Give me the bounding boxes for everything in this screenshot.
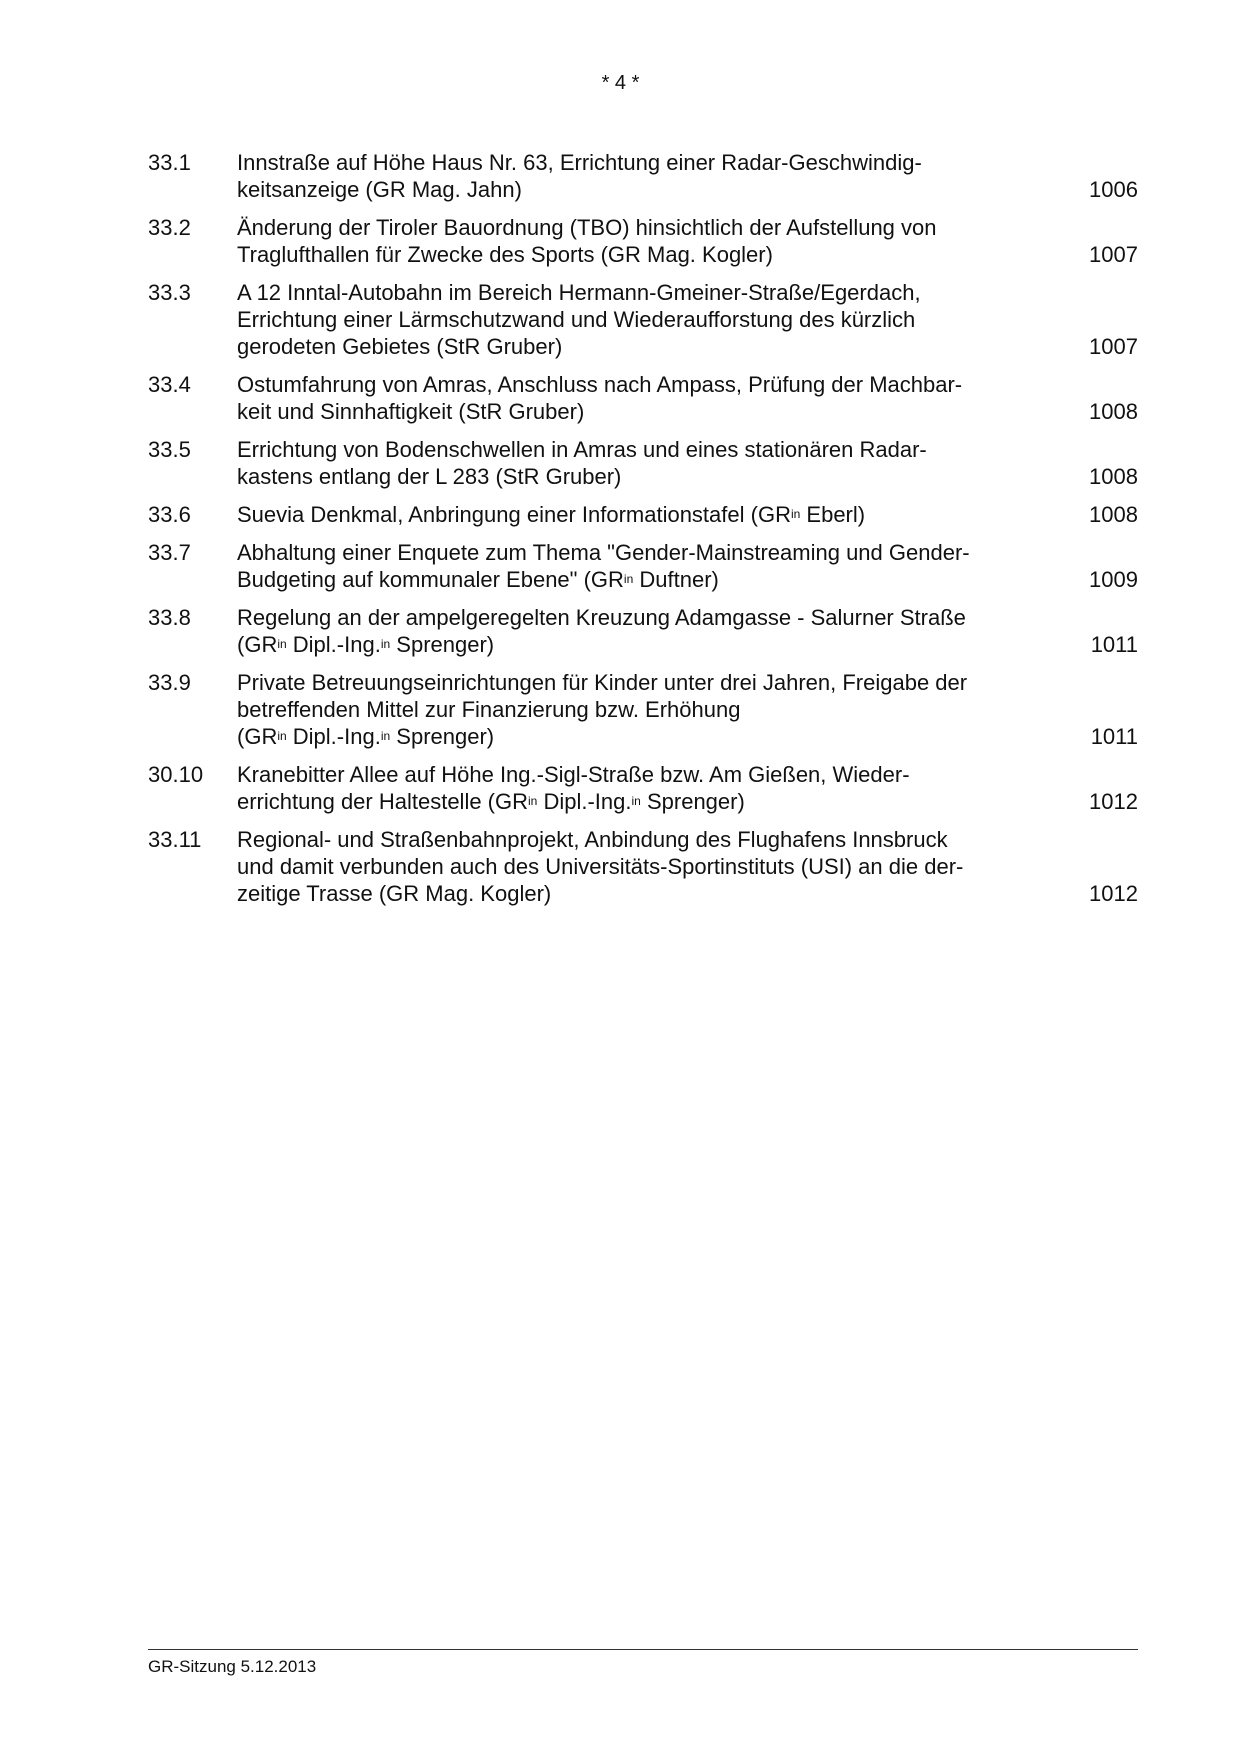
toc-entry (148, 761, 1138, 815)
superscript-text: in (631, 794, 641, 808)
toc-entry-title (237, 669, 1048, 750)
text-segment: Errichtung von Bodenschwellen in Amras und eines stationären Radar- (237, 437, 927, 462)
text-segment: Traglufthallen für Zwecke des Sports (GR Mag. Kogler) (237, 242, 773, 267)
text-segment: Abhaltung einer Enquete zum Thema "Gender-Mainstreaming und Gender- (237, 540, 970, 565)
toc-entry-page: 1007 (1089, 242, 1138, 267)
toc-entry (148, 149, 1138, 203)
text-segment: Ostumfahrung von Amras, Anschluss nach Ampass, Prüfung der Machbar- (237, 372, 963, 397)
text-segment: (GR (237, 632, 278, 657)
toc-entry-line (237, 788, 1048, 815)
text-segment: Änderung der Tiroler Bauordnung (TBO) hinsichtlich der Aufstellung von (237, 215, 937, 240)
toc-entry (148, 436, 1138, 490)
toc-entry-line (237, 880, 1048, 907)
toc-entry-line (237, 306, 1048, 333)
toc-entry-line (237, 723, 1048, 750)
toc-entry-page: 1008 (1089, 502, 1138, 527)
toc-entry-title (237, 604, 1048, 658)
toc-entry-page: 1009 (1089, 567, 1138, 592)
text-segment: Dipl.-Ing. (286, 724, 381, 749)
text-segment: Sprenger) (390, 632, 495, 657)
footer-session-date: GR-Sitzung 5.12.2013 (148, 1657, 317, 1676)
toc-entry-number: 33.4 (148, 372, 191, 397)
text-segment: kastens entlang der L 283 (StR Gruber) (237, 464, 622, 489)
toc-entry-title (237, 149, 1048, 203)
toc-entry-page: 1012 (1089, 789, 1138, 814)
superscript-text: in (790, 507, 801, 521)
toc-entry-page: 1007 (1089, 334, 1138, 359)
toc-entry-number: 33.11 (148, 827, 202, 852)
toc-entry-title (237, 761, 1048, 815)
text-segment: Innstraße auf Höhe Haus Nr. 63, Errichtung einer Radar-Geschwindig- (237, 150, 922, 175)
superscript-text: in (623, 572, 634, 586)
toc-entry-number: 33.9 (148, 670, 191, 695)
text-segment: gerodeten Gebietes (StR Gruber) (237, 334, 563, 359)
toc-entry-line (237, 539, 1048, 566)
footer-divider (148, 1649, 1138, 1650)
toc-entry-number: 30.10 (148, 762, 204, 787)
text-segment: Suevia Denkmal, Anbringung einer Informationstafel (GR (237, 502, 791, 527)
toc-entry-line (237, 501, 1048, 528)
toc-entry (148, 371, 1138, 425)
superscript-text: in (528, 794, 538, 808)
toc-entry-line (237, 214, 1048, 241)
toc-entry (148, 604, 1138, 658)
toc-entry-line (237, 398, 1048, 425)
toc-entry-page: 1011 (1090, 724, 1138, 749)
text-segment: A 12 Inntal-Autobahn im Bereich Hermann-Gmeiner-Straße/Egerdach, (237, 280, 921, 305)
toc-entry-line (237, 826, 1048, 853)
text-segment: Private Betreuungseinrichtungen für Kinder unter drei Jahren, Freigabe der (237, 670, 968, 695)
toc-entry-number: 33.5 (148, 437, 191, 462)
toc-entry-line (237, 604, 1048, 631)
toc-entry-line (237, 436, 1048, 463)
toc-entry-title (237, 436, 1048, 490)
toc-entry-title (237, 279, 1048, 360)
toc-entry-line (237, 696, 1048, 723)
toc-entry-line (237, 279, 1048, 306)
toc-entry-line (237, 669, 1048, 696)
toc-entry-line (237, 241, 1048, 268)
toc-entry-page: 1008 (1089, 464, 1138, 489)
superscript-text: in (277, 729, 287, 743)
superscript-text: in (380, 729, 391, 743)
text-segment: (GR (237, 724, 278, 749)
text-segment: Sprenger) (390, 724, 495, 749)
toc-entry-line (237, 371, 1048, 398)
toc-entry (148, 826, 1138, 907)
text-segment: errichtung der Haltestelle (GR (237, 789, 529, 814)
text-segment: Regelung an der ampelgeregelten Kreuzung Adamgasse - Salurner Straße (237, 605, 966, 630)
text-segment: Dipl.-Ing. (537, 789, 632, 814)
text-segment: Dipl.-Ing. (286, 632, 381, 657)
toc-entry-number: 33.3 (148, 280, 191, 305)
toc-entry-title (237, 826, 1048, 907)
toc-entry-line (237, 463, 1048, 490)
superscript-text: in (380, 637, 391, 651)
toc-entry-line (237, 853, 1048, 880)
toc-entry-line (237, 761, 1048, 788)
table-of-contents (148, 149, 1138, 918)
text-segment: Regional- und Straßenbahnprojekt, Anbindung des Flughafens Innsbruck (237, 827, 948, 852)
text-segment: Eberl) (800, 502, 866, 527)
text-segment: Budgeting auf kommunaler Ebene" (GR (237, 567, 624, 592)
toc-entry (148, 539, 1138, 593)
text-segment: Duftner) (633, 567, 719, 592)
page-marker: * 4 * (601, 72, 640, 94)
toc-entry-line (237, 176, 1048, 203)
toc-entry-line (237, 631, 1048, 658)
text-segment: keit und Sinnhaftigkeit (StR Gruber) (237, 399, 585, 424)
toc-entry-page: 1006 (1089, 177, 1138, 202)
toc-entry-title (237, 214, 1048, 268)
toc-entry (148, 669, 1138, 750)
text-segment: Kranebitter Allee auf Höhe Ing.-Sigl-Straße bzw. Am Gießen, Wieder- (237, 762, 910, 787)
superscript-text: in (277, 637, 287, 651)
toc-entry-page: 1011 (1090, 632, 1138, 657)
toc-entry-page: 1012 (1089, 881, 1138, 906)
toc-entry (148, 214, 1138, 268)
toc-entry-line (237, 333, 1048, 360)
toc-entry-line (237, 566, 1048, 593)
toc-entry-number: 33.8 (148, 605, 191, 630)
toc-entry-title (237, 539, 1048, 593)
text-segment: und damit verbunden auch des Universitäts-Sportinstituts (USI) an die der- (237, 854, 964, 879)
toc-entry-title (237, 371, 1048, 425)
text-segment: zeitige Trasse (GR Mag. Kogler) (237, 881, 552, 906)
toc-entry-number: 33.2 (148, 215, 191, 240)
text-segment: keitsanzeige (GR Mag. Jahn) (237, 177, 522, 202)
text-segment: Errichtung einer Lärmschutzwand und Wiederaufforstung des kürzlich (237, 307, 916, 332)
toc-entry-page: 1008 (1089, 399, 1138, 424)
toc-entry (148, 279, 1138, 360)
toc-entry-number: 33.7 (148, 540, 191, 565)
text-segment: betreffenden Mittel zur Finanzierung bzw. Erhöhung (237, 697, 741, 722)
text-segment: Sprenger) (640, 789, 745, 814)
toc-entry-number: 33.6 (148, 502, 191, 527)
toc-entry (148, 501, 1138, 528)
toc-entry-title (237, 501, 1048, 528)
toc-entry-number: 33.1 (148, 150, 191, 175)
toc-entry-line (237, 149, 1048, 176)
